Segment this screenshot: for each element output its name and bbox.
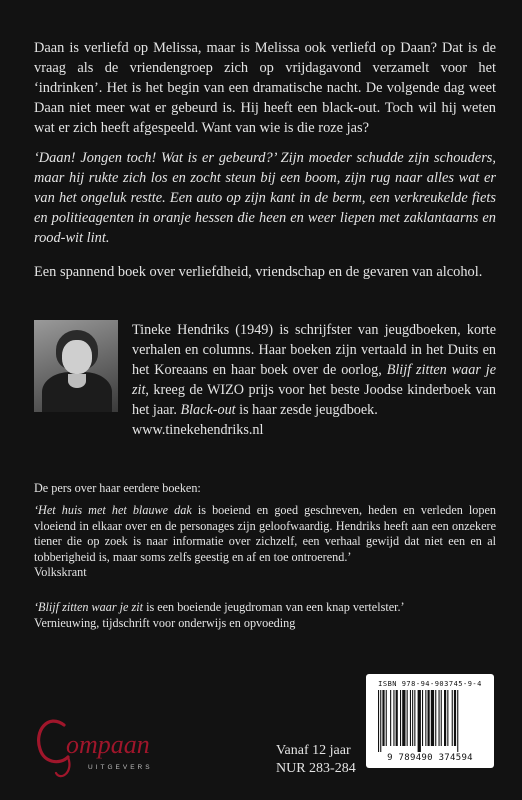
bio-book-title-1: Blijf zitten waar je zit	[132, 362, 496, 398]
press-review-1: ‘Het huis met het blauwe dak is boeiend en goed geschreven, heden en verleden lopen vloeiend in elkaar over en de personages zijn geloofwaardig. Hendriks heeft aan een onzekere tiener die op zoek is naar informatie over zichzelf, een verhaal gewijd dat niet een en al tobberigheid is, maar soms zelfs geestig en af en toe ontroerend.’ Volkskrant	[34, 503, 497, 579]
book-excerpt: ‘Daan! Jongen toch! Wat is er gebeurd?’ Zijn moeder schudde zijn schouders, maar hij rukte zich los en zocht steun bij een boom, zijn rug naar alles wat er van het ongeluk restte. Een auto op zijn kant in de berm, een verkreukelde fiets en politieagenten in oranje hessen die heen en weer liepen met zaklantaarns en rood-wit lint.	[34, 150, 496, 246]
author-website: www.tinekehendriks.nl	[132, 422, 264, 438]
author-photo	[34, 320, 118, 412]
review-1-book-title: ‘Het huis met het blauwe dak	[34, 503, 192, 517]
review-2-book-title: ‘Blijf zitten waar je zit	[34, 600, 144, 614]
barcode-bars	[376, 690, 484, 752]
back-cover-blurb: Daan is verliefd op Melissa, maar is Melissa ook verliefd op Daan? Dat is de vraag als de vriendengroep zich op vrijdagavond verzamelt voor het ‘indrinken’. Het is het begin van een dramatische nacht. De volgende dag weet Daan niet meer wat er gebeurd is. Hij heeft een black-out. Toch wil hij weten wat er zich heeft afgespeeld. Want van wie is die roze jas?	[34, 40, 496, 136]
press-review-2: ‘Blijf zitten waar je zit is een boeiende jeugdroman van een knap vertelster.’ Vernieuwing, tijdschrift voor onderwijs en opvoeding	[34, 600, 496, 631]
barcode-digits: 9 789490 374594	[387, 753, 473, 763]
svg-text:ompaan: ompaan	[66, 730, 150, 759]
publisher-subtitle: UITGEVERS	[88, 764, 153, 771]
isbn-label: ISBN 978-94-903745-9-4	[378, 680, 482, 688]
nur-code: NUR 283-284	[276, 761, 356, 776]
review-1-source: Volkskrant	[34, 565, 87, 579]
review-2-source: Vernieuwing, tijdschrift voor onderwijs en opvoeding	[34, 615, 296, 630]
bio-book-title-2: Black-out	[180, 402, 236, 418]
press-heading: De pers over haar eerdere boeken:	[34, 481, 201, 495]
author-bio: Tineke Hendriks (1949) is schrijfster van jeugdboeken, korte verhalen en columns. Haar boeken zijn vertaald in het Duits en het Koreaans en haar boek over de oorlog, Blijf zitten waar je zit, kreeg de WIZO prijs voor het beste Joodse kinderboek van het jaar. Black-out is haar zesde jeugdboek. www.tinekehendriks.nl	[132, 322, 496, 438]
isbn-barcode	[366, 674, 494, 768]
publisher-logo	[30, 703, 180, 783]
age-info	[276, 742, 356, 778]
book-tagline: Een spannend boek over verliefdheid, vriendschap en de gevaren van alcohol.	[34, 264, 483, 280]
age-recommendation: Vanaf 12 jaar	[276, 743, 351, 758]
